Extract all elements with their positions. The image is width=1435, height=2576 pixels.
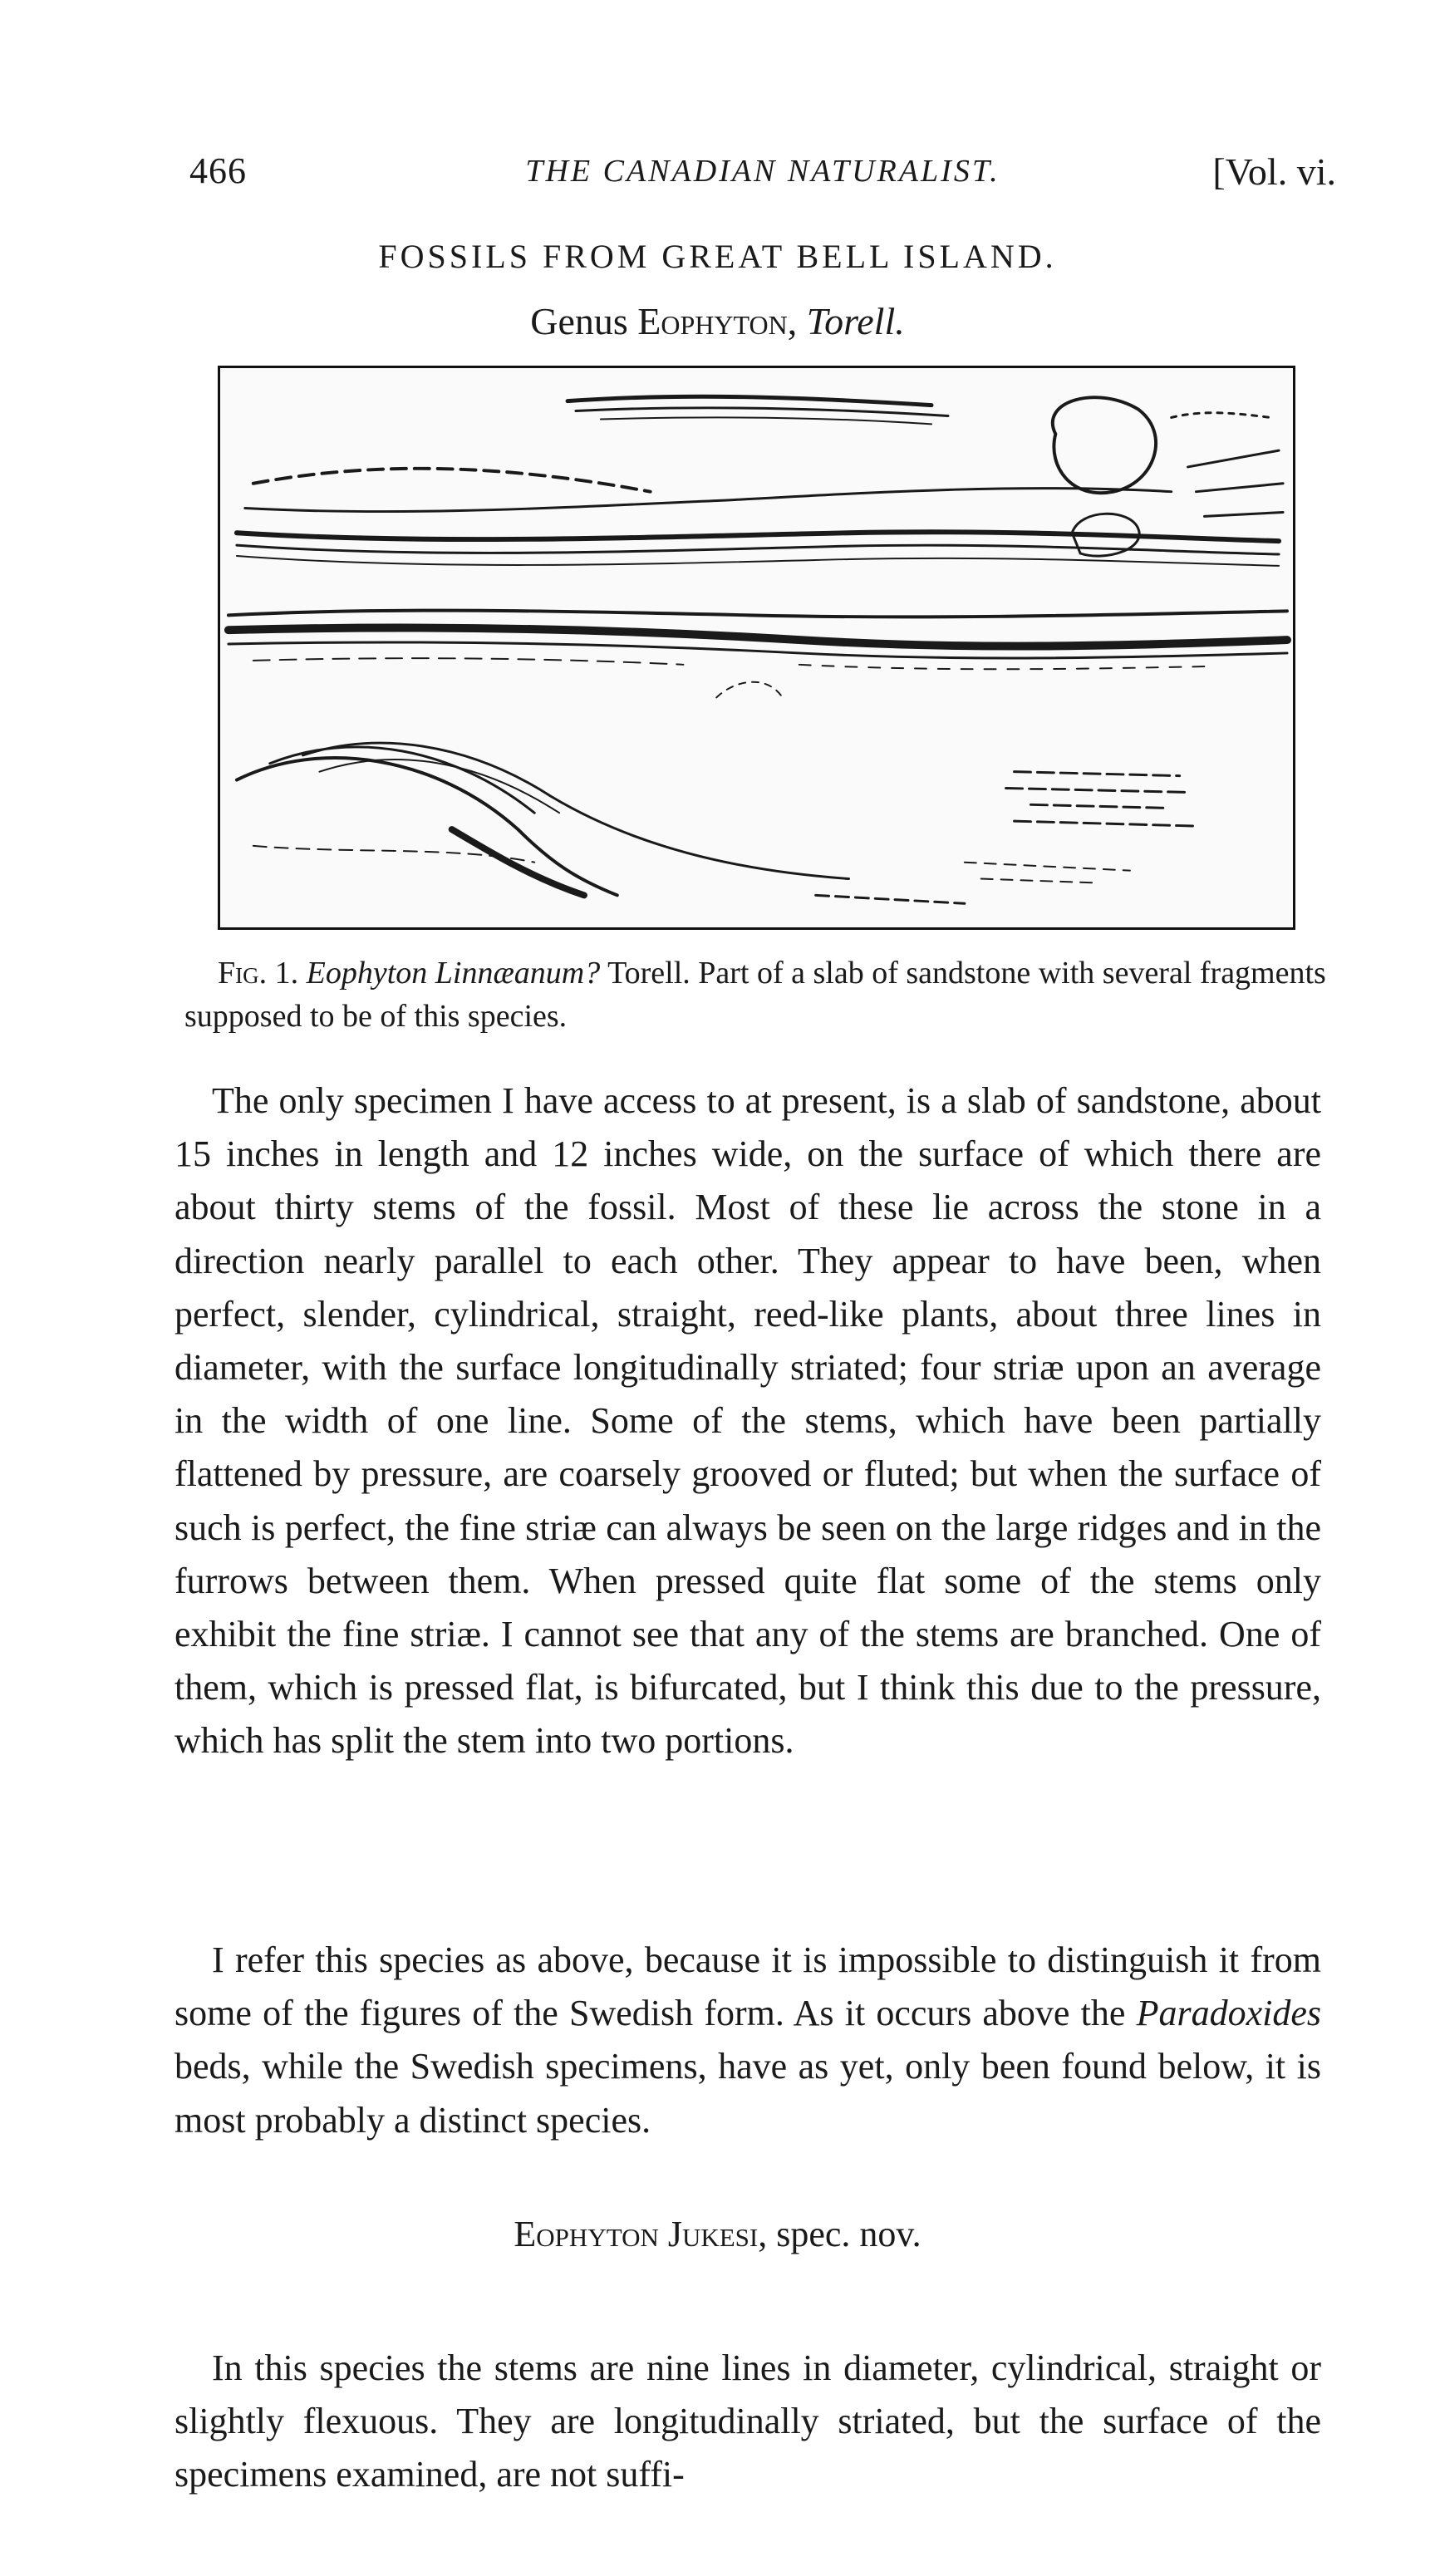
- genus-heading: [0, 299, 1435, 343]
- slab-engraving: [220, 368, 1293, 927]
- genus-separator: ,: [787, 300, 807, 342]
- caption-species: Eophyton Linnæanum?: [306, 956, 601, 991]
- caption-author: Torell.: [600, 956, 690, 991]
- paragraph-3-text: In this species the stems are nine lines in diameter, cylindrical, straight or slightly flexuous. They are longitudinally striated, but the surface of the specimens examined, are not suffi-: [174, 2347, 1321, 2495]
- genus-name: Eophyton: [637, 300, 788, 342]
- section-title: FOSSILS FROM GREAT BELL ISLAND.: [378, 238, 1057, 275]
- genus-author: Torell.: [806, 300, 905, 342]
- paragraph-1-text: The only specimen I have access to at present, is a slab of sandstone, about 15 inches in length and 12 inches wide, on the surface of which there are about thirty stems of the fossil. Most of these lie across the stone in a direction nearly parallel to each other. They appear to have been, when perfect, slender, cylindrical, straight, reed-like plants, about three lines in diameter, with the surface longitudinally striated; four striæ upon an average in the width of one line. Some of the stems, which have been partially flattened by pressure, are coarsely grooved or fluted; but when the surface of such is perfect, the fine striæ can always be seen on the large ridges and in the furrows between them. When pressed quite flat some of the stems only exhibit the fine striæ. I cannot see that any of the stems are branched. One of them, which is pressed flat, is bifurcated, but I think this due to the pressure, which has split the stem into two portions.: [174, 1080, 1321, 1762]
- journal-title: THE CANADIAN NATURALIST.: [525, 154, 1000, 189]
- species-heading: [0, 2213, 1435, 2255]
- paragraph-2-italic: Paradoxides: [1136, 1993, 1321, 2034]
- paragraph-2: [174, 1934, 1321, 2147]
- caption-label: Fig. 1.: [218, 956, 299, 991]
- page-number: 466: [189, 150, 247, 191]
- running-head: [189, 150, 1336, 208]
- volume-label: [Vol. vi.: [1212, 150, 1336, 193]
- species-suffix: , spec. nov.: [758, 2214, 921, 2254]
- figure-caption: [184, 951, 1339, 1038]
- paragraph-2-after: beds, while the Swedish specimens, have as yet, only been found below, it is most probably a distinct species.: [174, 2046, 1321, 2141]
- species-name: Eophyton Jukesi: [514, 2214, 759, 2254]
- fossil-slab-figure: [218, 366, 1295, 930]
- caption-text: Part of a slab of sandstone with several fragments supposed to be of this species.: [184, 956, 1326, 1034]
- genus-prefix: Genus: [530, 300, 638, 342]
- paragraph-2-before: I refer this species as above, because it is impossible to distinguish it from some of the figures of the Swedish form. As it occurs above the: [174, 1939, 1321, 2034]
- paragraph-1: [174, 1074, 1321, 1768]
- paragraph-3: [174, 2342, 1321, 2502]
